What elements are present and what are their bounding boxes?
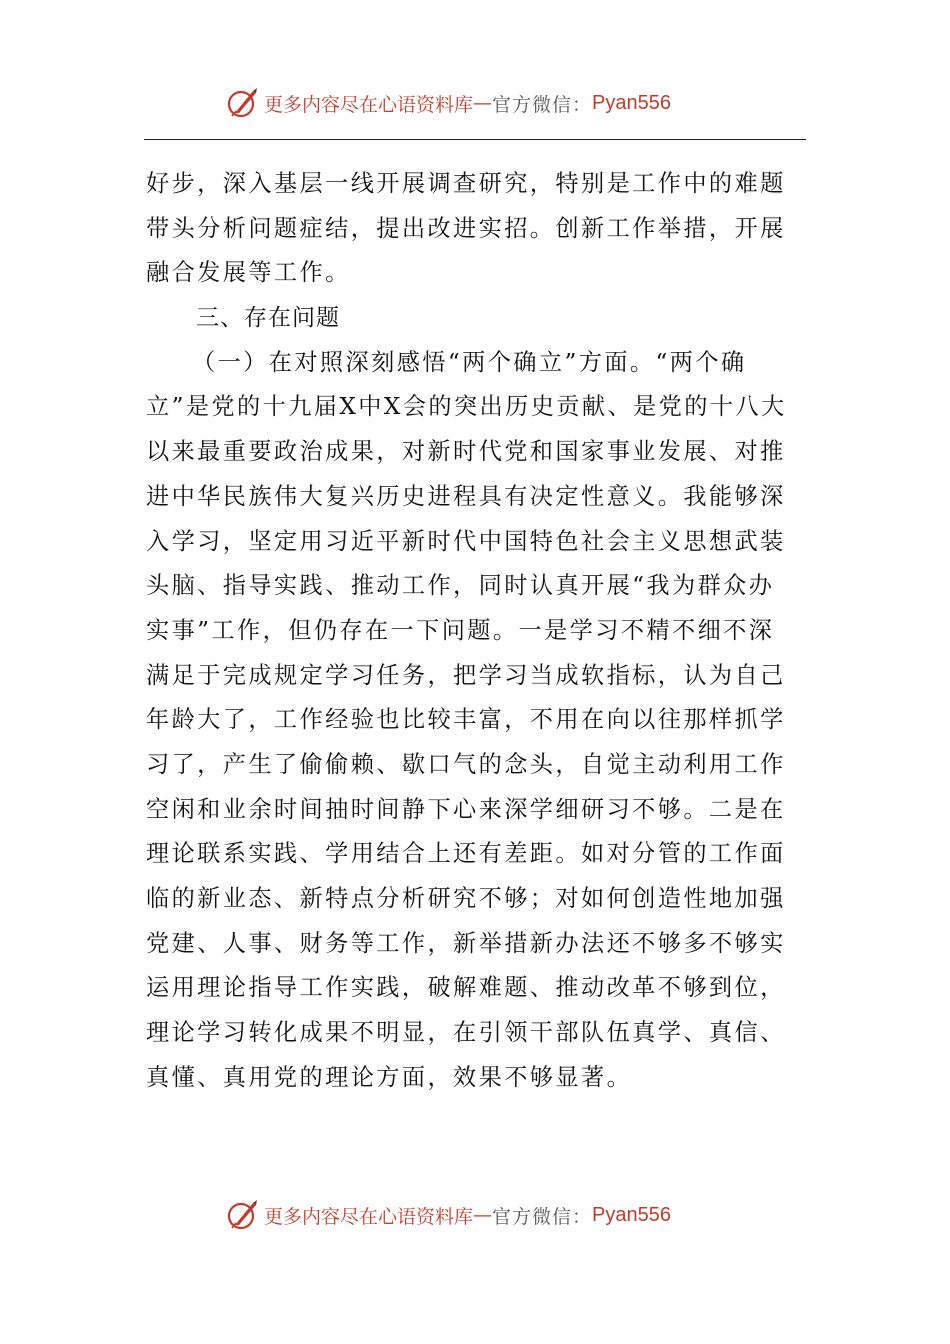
quill-logo-icon [226,1198,260,1232]
header-divider [144,139,806,140]
paragraph-line: 立”是党的十九届X中X会的突出历史贡献、是党的十八大 [146,393,787,421]
quill-logo-icon [226,86,260,120]
paragraph-line: 好步，深入基层一线开展调查研究，特别是工作中的难题 [146,170,786,197]
paragraph-line: 真懂、真用党的理论方面，效果不够显著。 [146,1063,633,1091]
watermark-official-label: 官方微信： [492,1205,593,1228]
paragraph-line: 空闲和业余时间抽时间静下心来深学细研习不够。二是在 [146,795,786,823]
paragraph-line: 入学习，坚定用习近平新时代中国特色社会主义思想武装 [146,527,786,555]
paragraph-line: 理论联系实践、学用结合上还有差距。如对分管的工作面 [146,840,786,868]
paragraph-line: 带头分析问题症结，提出改进实招。创新工作举措，开展 [146,214,786,242]
paragraph-line: 年龄大了，工作经验也比较丰富，不用在向以往那样抓学 [146,706,786,734]
paragraph-line: 满足于完成规定学习任务，把学习当成软指标，认为自己 [146,661,786,689]
paragraph-line: 临的新业态、新特点分析研究不够；对如何创造性地加强 [146,885,786,912]
paragraph-line: 以来最重要政治成果，对新时代党和国家事业发展、对推 [146,438,786,466]
watermark-dash: — [473,92,493,114]
watermark-text: 更多内容尽在心语资料库 [264,93,474,116]
section-heading: 三、存在问题 [196,305,340,332]
footer-watermark [226,1196,671,1234]
watermark-dash: — [473,1204,493,1226]
document-body [146,162,810,1100]
paragraph-line: 进中华民族伟大复兴历史进程具有决定性意义。我能够深 [146,482,786,510]
watermark-official-label: 官方微信： [492,93,593,116]
paragraph-line: 融合发展等工作。 [146,259,351,287]
paragraph-line: 理论学习转化成果不明显，在引领干部队伍真学、真信、 [146,1019,786,1047]
paragraph-line: 习了，产生了偷偷赖、歇口气的念头，自觉主动利用工作 [146,750,786,778]
header-watermark [226,84,671,122]
paragraph-line: （一）在对照深刻感悟“两个确立”方面。“两个确 [192,348,747,376]
paragraph-line: 头脑、指导实践、推动工作，同时认真开展“我为群众办 [146,572,775,600]
paragraph-line: 党建、人事、财务等工作，新举措新办法还不够多不够实 [146,929,786,957]
watermark-text: 更多内容尽在心语资料库 [264,1205,474,1228]
watermark-wechat-id: Pyan556 [592,1203,671,1226]
watermark-wechat-id: Pyan556 [592,91,671,114]
paragraph-line: 实事”工作，但仍存在一下问题。一是学习不精不细不深 [146,616,775,644]
paragraph-line: 运用理论指导工作实践，破解难题、推动改革不够到位， [146,974,786,1002]
